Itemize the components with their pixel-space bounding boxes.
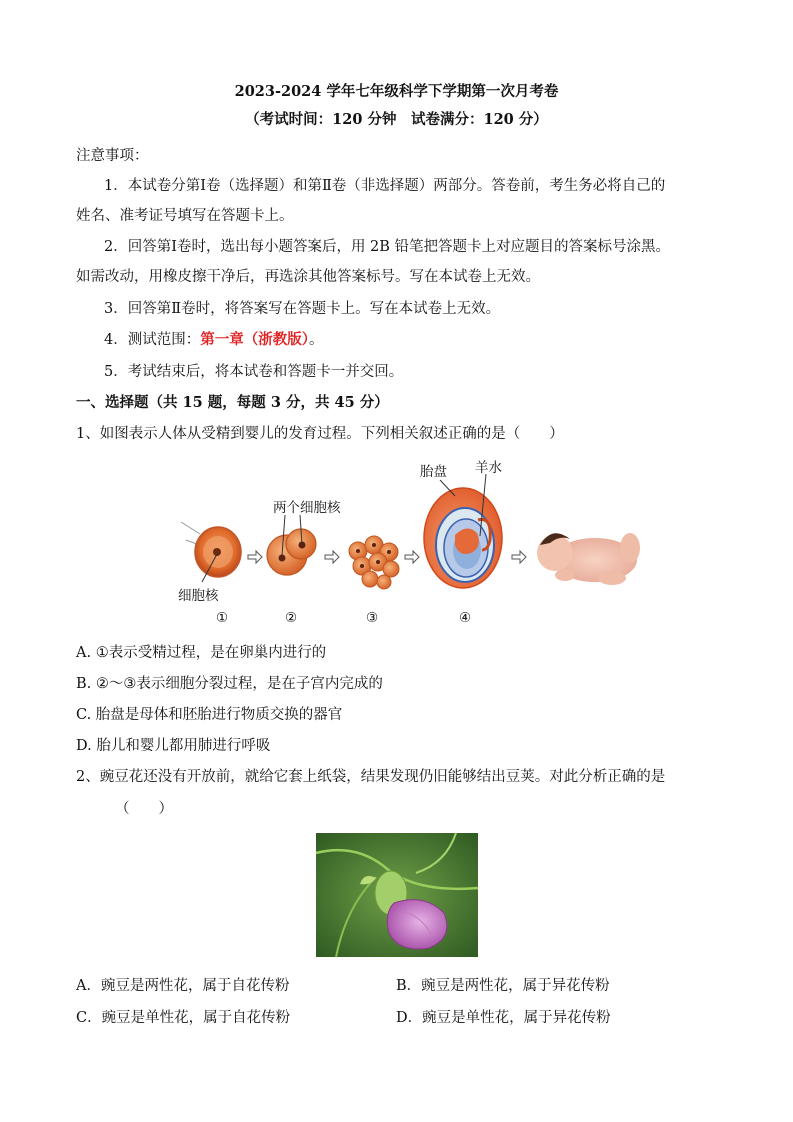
- label-nucleus: 细胞核: [178, 588, 219, 604]
- arrow-icon: [512, 551, 526, 563]
- step-1-label: ①: [216, 610, 229, 626]
- label-two-nuclei: 两个细胞核: [273, 500, 341, 516]
- label-amniotic-fluid: 羊水: [475, 460, 502, 476]
- notice-heading: 注意事项：: [76, 148, 149, 164]
- q2-option-a[interactable]: A．豌豆是两性花，属于自花传粉: [76, 978, 290, 994]
- q2-option-c[interactable]: C．豌豆是单性花，属于自花传粉: [76, 1010, 291, 1026]
- step-2-label: ②: [285, 610, 298, 626]
- multi-cell-stage: [349, 536, 399, 589]
- pea-flower-photo: [316, 833, 478, 957]
- arrow-icon: [248, 551, 262, 563]
- question-2-stem: 2、豌豆花还没有开放前，就给它套上纸袋，结果发现仍旧能够结出豆荚。对此分析正确的是: [76, 769, 666, 785]
- exam-subtitle: （考试时间：120 分钟 试卷满分：120 分）: [245, 111, 548, 128]
- q1-option-d[interactable]: D. 胎儿和婴儿都用肺进行呼吸: [76, 738, 271, 754]
- q1-option-a[interactable]: A. ①表示受精过程，是在卵巢内进行的: [76, 645, 327, 661]
- question-2-blank: （ ）: [115, 801, 173, 817]
- q2-option-d[interactable]: D．豌豆是单性花，属于异花传粉: [396, 1010, 611, 1026]
- q1-option-c[interactable]: C. 胎盘是母体和胚胎进行物质交换的器官: [76, 707, 343, 723]
- exam-title: 2023-2024 学年七年级科学下学期第一次月考卷: [234, 83, 559, 100]
- question-1-stem: 1、如图表示人体从受精到婴儿的发育过程。下列相关叙述正确的是（ ）: [76, 426, 564, 442]
- step-3-label: ③: [366, 610, 379, 626]
- notice-item-3: 3．回答第Ⅱ卷时，将答案写在答题卡上。写在本试卷上无效。: [104, 301, 501, 317]
- q1-option-b[interactable]: B. ②～③表示细胞分裂过程，是在子宫内完成的: [76, 676, 383, 692]
- section-heading: 一、选择题（共 15 题，每题 3 分，共 45 分）: [76, 394, 389, 411]
- embryo-in-uterus: [424, 474, 502, 588]
- two-cell-stage: [267, 515, 316, 575]
- test-range: 第一章（浙教版）: [200, 331, 309, 348]
- notice-item-1: 1．本试卷分第Ⅰ卷（选择题）和第Ⅱ卷（非选择题）两部分。答卷前，考生务必将自己的: [104, 178, 666, 194]
- notice-item-4-prefix: 4．测试范围：: [104, 332, 201, 348]
- notice-item-4-suffix: 。: [308, 332, 324, 348]
- notice-item-2-cont: 如需改动，用橡皮擦干净后，再选涂其他答案标号。写在本试卷上无效。: [76, 269, 540, 285]
- label-placenta: 胎盘: [420, 464, 447, 480]
- notice-item-2: 2．回答第Ⅰ卷时，选出每小题答案后，用 2B 铅笔把答题卡上对应题目的答案标号涂黑。: [104, 239, 671, 255]
- q2-option-b[interactable]: B．豌豆是两性花，属于异花传粉: [396, 978, 610, 994]
- notice-item-1-cont: 姓名、准考证号填写在答题卡上。: [76, 208, 294, 224]
- fertilized-egg: [181, 522, 241, 582]
- baby: [537, 533, 640, 585]
- arrow-icon: [405, 551, 419, 563]
- arrow-icon: [325, 551, 339, 563]
- step-4-label: ④: [459, 610, 472, 626]
- notice-item-5: 5．考试结束后，将本试卷和答题卡一并交回。: [104, 364, 404, 380]
